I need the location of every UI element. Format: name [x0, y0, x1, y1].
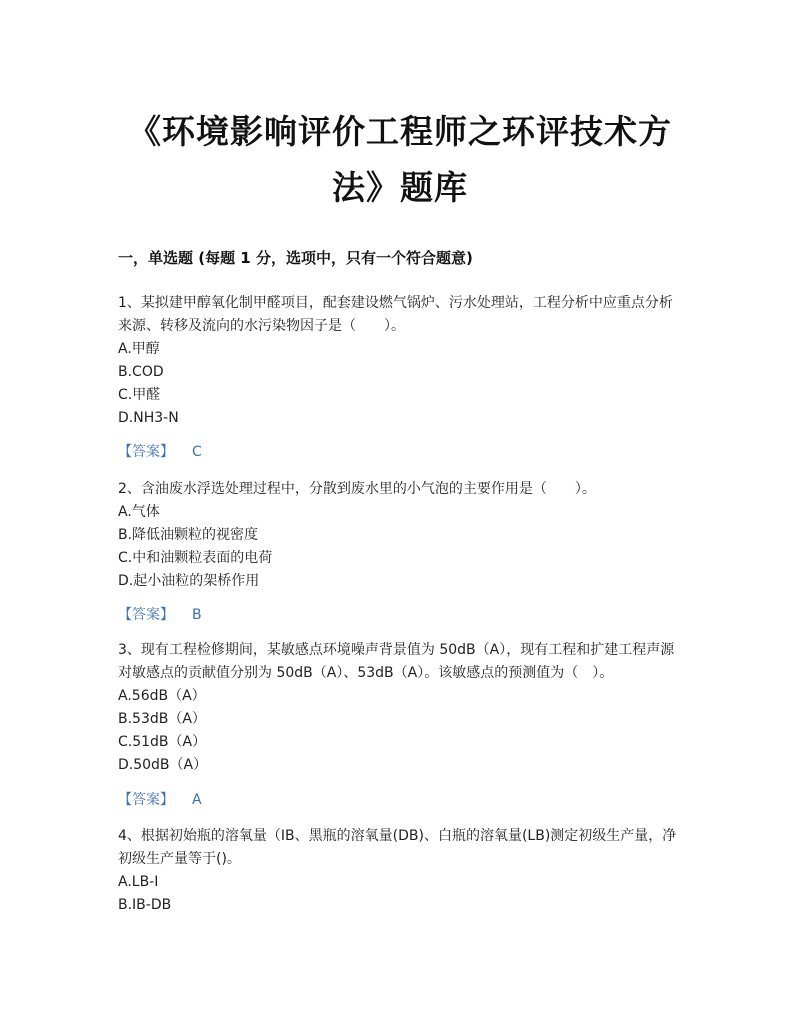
option-b: B.IB-DB	[118, 897, 172, 913]
option-a: A.56dB（A）	[118, 688, 206, 704]
question-3	[118, 639, 678, 777]
question-4	[118, 825, 678, 917]
answer-value: C	[192, 444, 202, 460]
answer-value: A	[192, 792, 202, 808]
option-b: B.COD	[118, 364, 164, 380]
option-c: C.51dB（A）	[118, 734, 207, 750]
option-d: D.NH3-N	[118, 410, 179, 426]
option-a: A.气体	[118, 504, 160, 520]
option-d: D.50dB（A）	[118, 757, 208, 773]
option-c: C.甲醛	[118, 387, 161, 403]
question-text: 1、某拟建甲醇氧化制甲醛项目，配套建设燃气锅炉、污水处理站，工程分析中应重点分析来源、转移及流向的水污染物因子是（ ）。	[118, 295, 673, 334]
answer-2	[118, 605, 202, 625]
option-a: A.LB-I	[118, 874, 159, 890]
question-text: 3、现有工程检修期间，某敏感点环境噪声背景值为 50dB（A），现有工程和扩建工程声源对敏感点的贡献值分别为 50dB（A）、53dB（A）。该敏感点的预测值为（ ）。	[118, 642, 675, 681]
option-a: A.甲醇	[118, 341, 160, 357]
option-b: B.降低油颗粒的视密度	[118, 527, 259, 543]
option-c: C.中和油颗粒表面的电荷	[118, 550, 273, 566]
answer-3	[118, 790, 202, 810]
section-heading: 一，单选题 (每题 1 分，选项中，只有一个符合题意)	[118, 249, 473, 267]
answer-1	[118, 442, 202, 462]
answer-value: B	[192, 607, 202, 623]
option-d: D.起小油粒的架桥作用	[118, 573, 260, 589]
answer-label: 【答案】	[118, 444, 174, 460]
option-b: B.53dB（A）	[118, 711, 206, 727]
question-2	[118, 478, 678, 593]
question-text: 4、根据初始瓶的溶氧量（IB、黑瓶的溶氧量(DB)、白瓶的溶氧量(LB)测定初级生产量，净初级生产量等于()。	[118, 828, 677, 867]
document-title: 《环境影响评价工程师之环评技术方法》题库	[128, 112, 672, 207]
answer-label: 【答案】	[118, 792, 174, 808]
question-1	[118, 292, 678, 430]
question-text: 2、含油废水浮选处理过程中，分散到废水里的小气泡的主要作用是（ ）。	[118, 481, 596, 497]
answer-label: 【答案】	[118, 607, 174, 623]
